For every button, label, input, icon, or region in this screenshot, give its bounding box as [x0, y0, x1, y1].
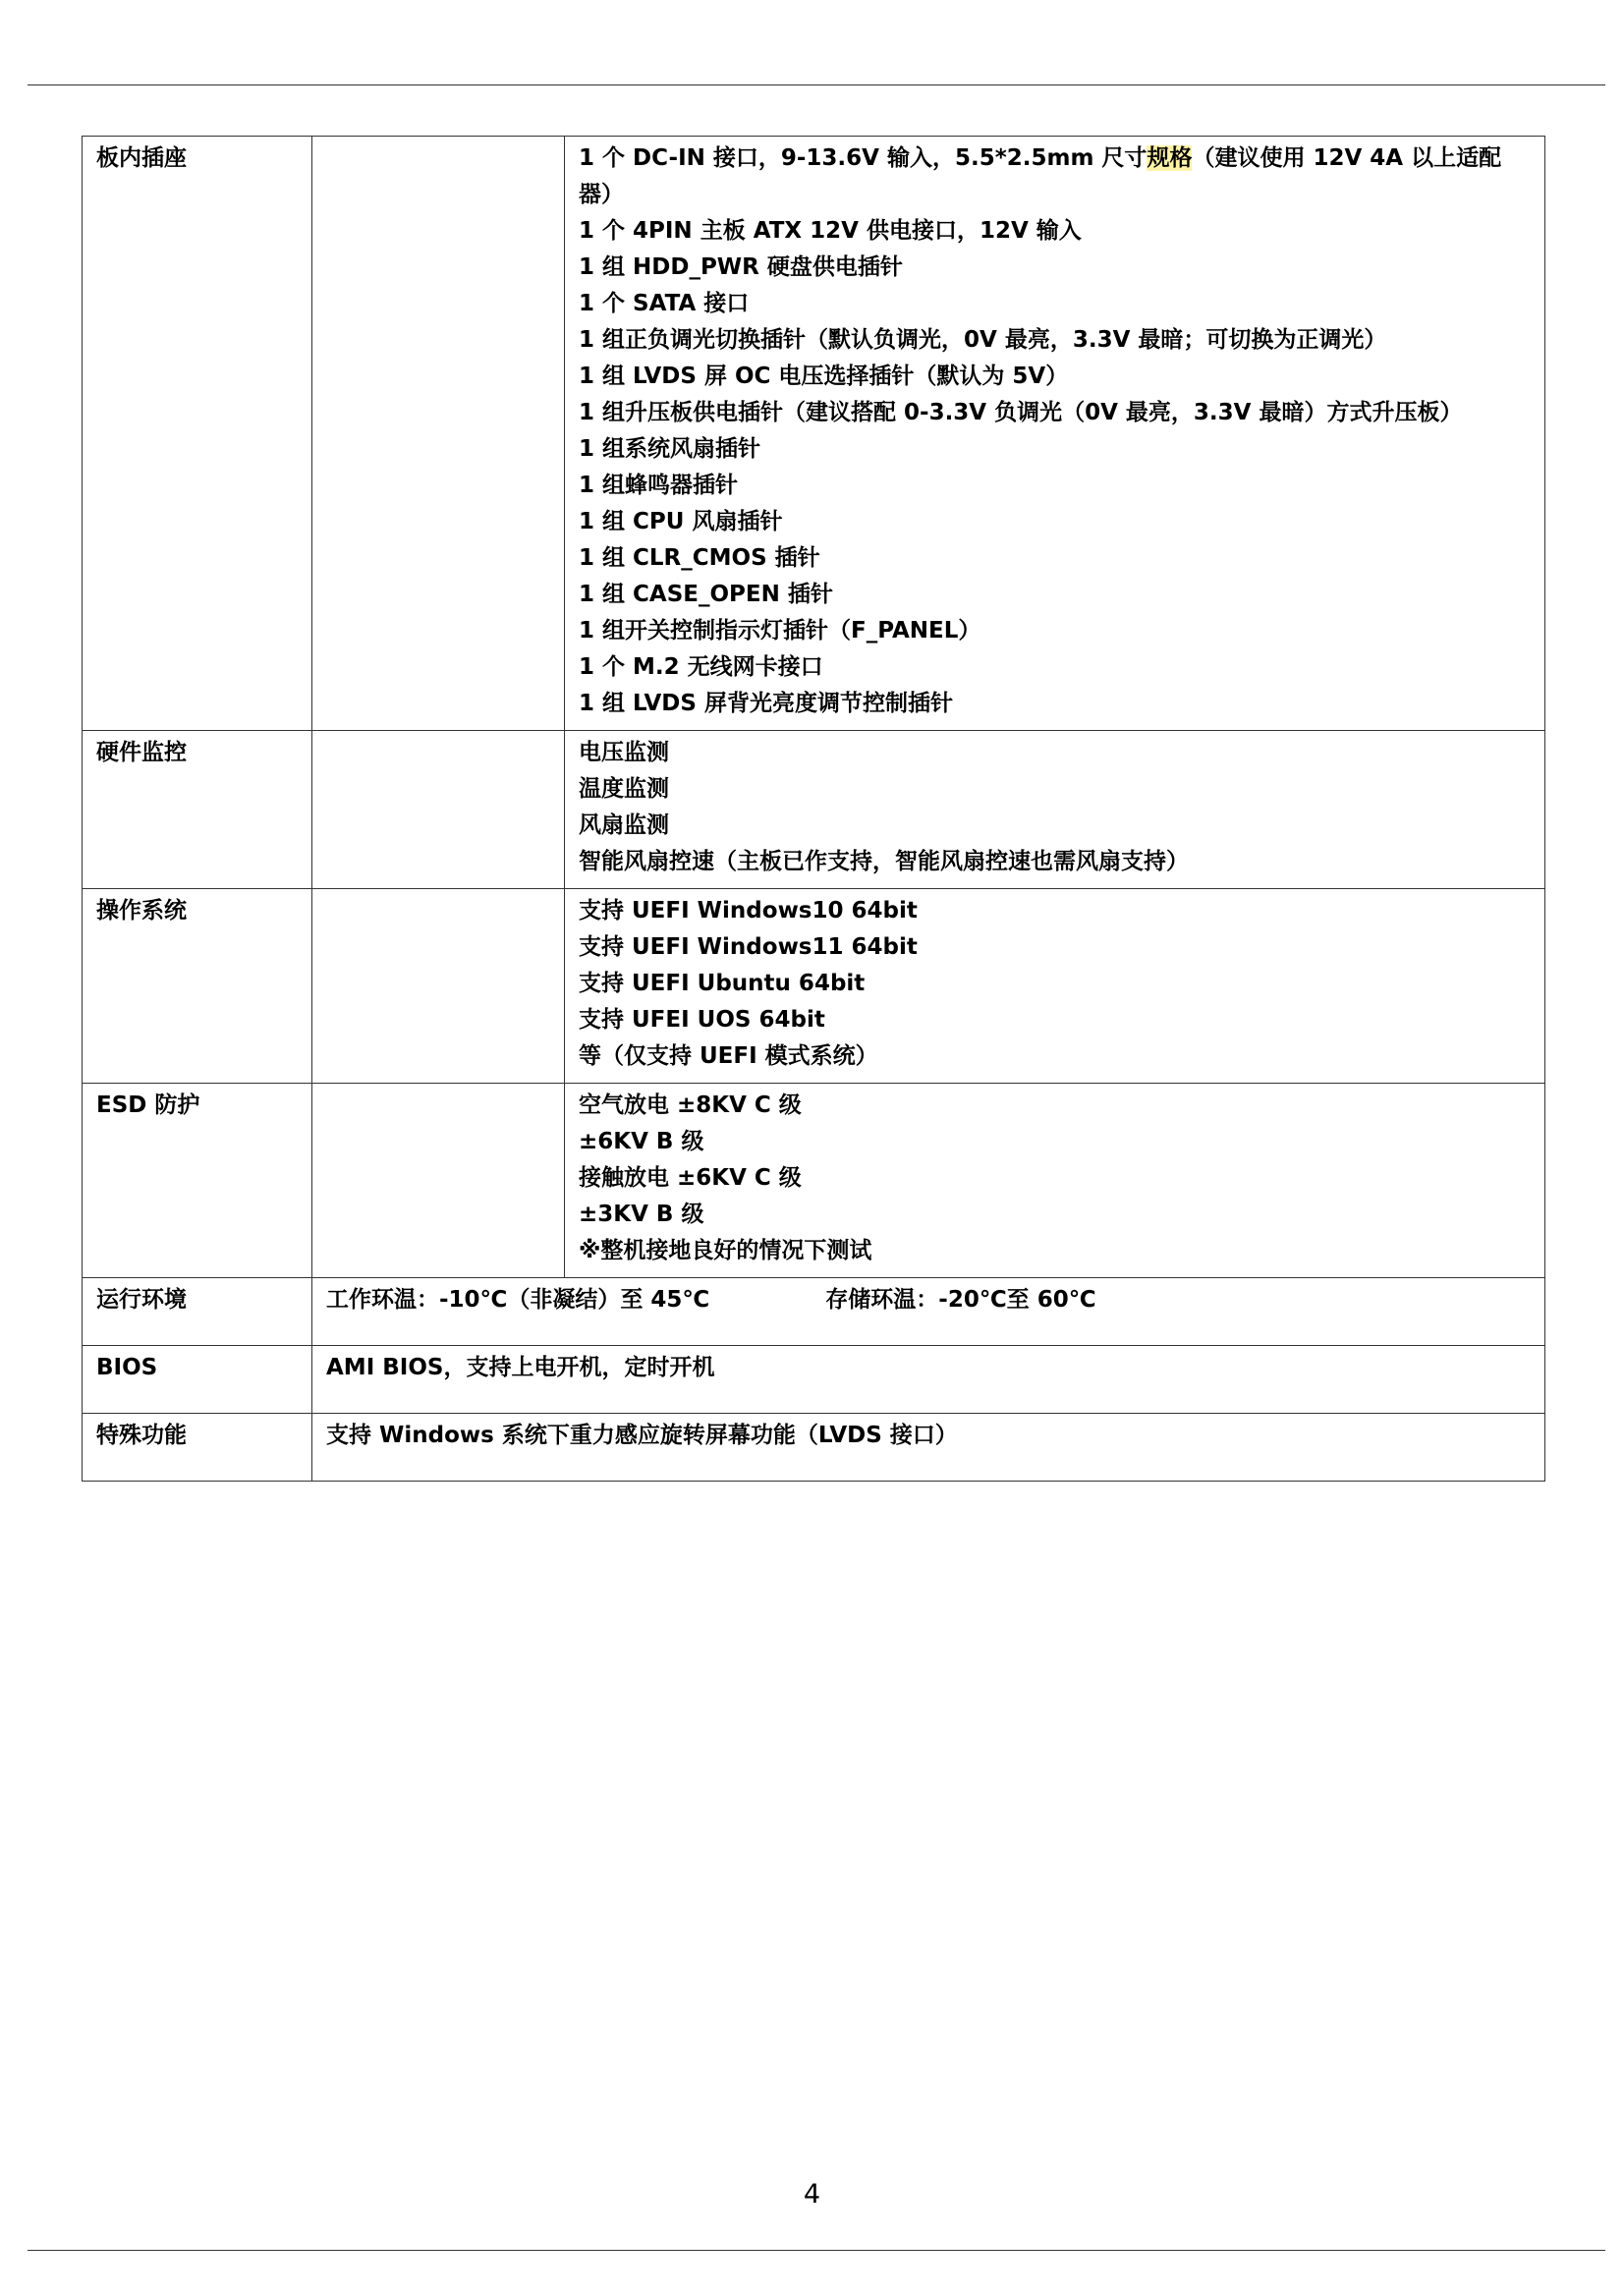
footer-rule — [28, 2250, 1605, 2251]
row-label: 硬件监控 — [83, 731, 312, 889]
table-row-env — [83, 1278, 1545, 1346]
list-item: 1 个 4PIN 主板 ATX 12V 供电接口，12V 输入 — [579, 218, 1082, 244]
list-item: 1 个 DC-IN 接口，9-13.6V 输入，5.5*2.5mm 尺寸规格（建议使用 12V 4A 以上适配器） — [579, 145, 1502, 207]
list-item: 1 组 CLR_CMOS 插针 — [579, 545, 820, 571]
list-item: 1 组 CPU 风扇插针 — [579, 509, 783, 534]
list-item: 1 个 M.2 无线网卡接口 — [579, 654, 823, 680]
list-item: 1 组 LVDS 屏 OC 电压选择插针（默认为 5V） — [579, 364, 1069, 389]
page-number: 4 — [803, 2179, 821, 2210]
table-row-os — [83, 889, 1545, 1084]
row-value — [565, 137, 1545, 731]
work-temperature: 工作环温：-10℃（非凝结）至 45℃ — [326, 1287, 710, 1313]
list-item: ±6KV B 级 — [579, 1129, 704, 1154]
row-label: 运行环境 — [83, 1278, 312, 1346]
table-row-hardware-monitor — [83, 731, 1545, 889]
list-item: 1 组 HDD_PWR 硬盘供电插针 — [579, 254, 903, 280]
empty-cell — [312, 889, 565, 1084]
empty-cell — [312, 137, 565, 731]
list-item: 1 组 CASE_OPEN 插针 — [579, 582, 833, 607]
list-item: 接触放电 ±6KV C 级 — [579, 1165, 802, 1191]
list-item: 1 组开关控制指示灯插针（F_PANEL） — [579, 618, 981, 644]
list-item: ±3KV B 级 — [579, 1202, 704, 1227]
storage-temperature: 存储环温：-20℃至 60℃ — [825, 1287, 1096, 1313]
row-value: 支持 Windows 系统下重力感应旋转屏幕功能（LVDS 接口） — [312, 1414, 1545, 1482]
row-value — [565, 889, 1545, 1084]
table-row-esd — [83, 1084, 1545, 1278]
list-item: 智能风扇控速（主板已作支持，智能风扇控速也需风扇支持） — [579, 849, 1189, 874]
row-value: AMI BIOS，支持上电开机，定时开机 — [312, 1346, 1545, 1414]
row-label: BIOS — [83, 1346, 312, 1414]
row-value — [565, 731, 1545, 889]
list-item: 1 组正负调光切换插针（默认负调光，0V 最亮，3.3V 最暗；可切换为正调光） — [579, 327, 1387, 353]
list-item: 支持 UEFI Windows10 64bit — [579, 898, 918, 924]
list-item: 空气放电 ±8KV C 级 — [579, 1092, 802, 1118]
list-item: ※整机接地良好的情况下测试 — [579, 1238, 872, 1263]
table-row-board-headers — [83, 137, 1545, 731]
row-label: 操作系统 — [83, 889, 312, 1084]
row-value — [312, 1278, 1545, 1346]
row-label: ESD 防护 — [83, 1084, 312, 1278]
spec-table — [82, 136, 1545, 1482]
table-row-special — [83, 1414, 1545, 1482]
list-item: 1 组蜂鸣器插针 — [579, 473, 739, 498]
table-row-bios — [83, 1346, 1545, 1414]
empty-cell — [312, 1084, 565, 1278]
list-item: 1 组系统风扇插针 — [579, 436, 761, 462]
row-label: 特殊功能 — [83, 1414, 312, 1482]
list-item: 1 个 SATA 接口 — [579, 291, 750, 316]
list-item: 等（仅支持 UEFI 模式系统） — [579, 1043, 878, 1069]
list-item: 支持 UEFI Windows11 64bit — [579, 934, 918, 960]
list-item: 风扇监测 — [579, 812, 669, 838]
list-item: 电压监测 — [579, 740, 669, 765]
list-item: 温度监测 — [579, 776, 669, 802]
header-rule — [28, 84, 1605, 85]
list-item: 1 组 LVDS 屏背光亮度调节控制插针 — [579, 691, 953, 716]
highlighted-text: 规格 — [1147, 145, 1193, 171]
list-item: 支持 UFEI UOS 64bit — [579, 1007, 825, 1033]
empty-cell — [312, 731, 565, 889]
row-label: 板内插座 — [83, 137, 312, 731]
list-item: 1 组升压板供电插针（建议搭配 0-3.3V 负调光（0V 最亮，3.3V 最暗）方式升压板） — [579, 400, 1463, 425]
row-value — [565, 1084, 1545, 1278]
list-item: 支持 UEFI Ubuntu 64bit — [579, 971, 866, 996]
